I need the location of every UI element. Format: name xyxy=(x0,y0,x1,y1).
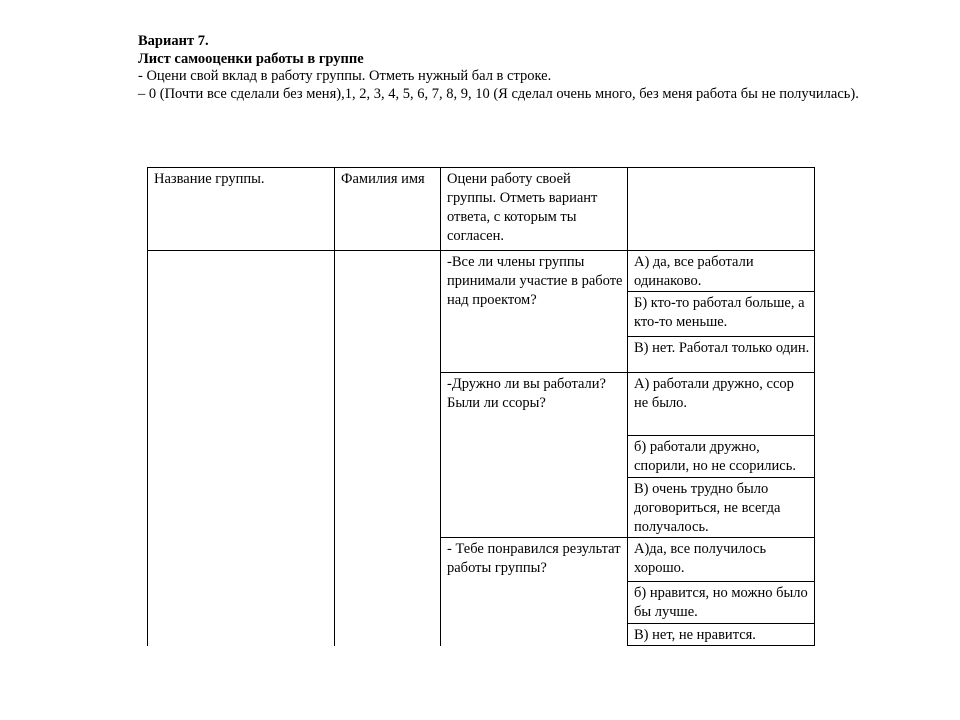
answer-cell-3b: б) нравится, но можно было бы лучше. xyxy=(628,582,815,624)
variant-title: Вариант 7. xyxy=(138,33,209,49)
header-cell-answers xyxy=(628,168,815,251)
instruction-line-2: – 0 (Почти все сделали без меня),1, 2, 3, 4, 5, 6, 7, 8, 9, 10 (Я сделал очень много, без меня работа бы не получилась). xyxy=(138,85,859,102)
header-cell-rate-work: Оцени работу своей группы. Отметь вариант ответа, с которым ты согласен. xyxy=(441,168,628,251)
sheet-title: Лист самооценки работы в группе xyxy=(138,50,364,67)
header-cell-surname: Фамилия имя xyxy=(335,168,441,251)
answer-cell-2c: В) очень трудно было договориться, не всегда получалось. xyxy=(628,478,815,538)
question-cell-1: -Все ли члены группы принимали участие в работе над проектом? xyxy=(441,251,628,373)
question-cell-2: -Дружно ли вы работали? Были ли ссоры? xyxy=(441,373,628,538)
answer-cell-1b: Б) кто-то работал больше, а кто-то меньше. xyxy=(628,292,815,337)
table-header-row xyxy=(148,168,815,251)
answer-cell-1a: А) да, все работали одинаково. xyxy=(628,251,815,292)
answer-cell-2a: А) работали дружно, ссор не было. xyxy=(628,373,815,436)
answer-cell-3a: А)да, все получилось хорошо. xyxy=(628,538,815,582)
group-name-input-cell[interactable] xyxy=(148,251,335,646)
header-cell-group-name: Название группы. xyxy=(148,168,335,251)
table-row xyxy=(148,251,815,292)
answer-cell-1c: В) нет. Работал только один. xyxy=(628,337,815,373)
surname-input-cell[interactable] xyxy=(335,251,441,646)
document-header xyxy=(138,33,859,103)
instruction-line-1: - Оцени свой вклад в работу группы. Отметь нужный бал в строке. xyxy=(138,68,552,84)
answer-cell-3c: В) нет, не нравится. xyxy=(628,624,815,646)
question-cell-3: - Тебе понравился результат работы группы? xyxy=(441,538,628,646)
self-assessment-table xyxy=(147,167,815,646)
answer-cell-2b: б) работали дружно, спорили, но не ссорились. xyxy=(628,436,815,478)
